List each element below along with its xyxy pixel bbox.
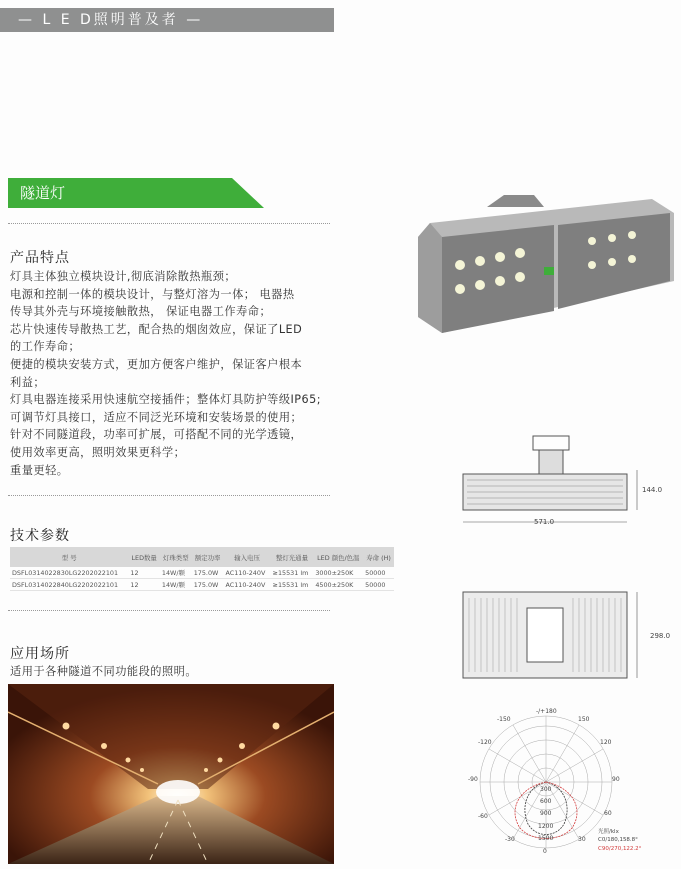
depth-dimension: 298.0: [650, 632, 671, 640]
feature-line: 便捷的模块安装方式，更加方便客户维护，保证客户根本: [10, 357, 303, 371]
section-title: 隧道灯: [20, 184, 66, 202]
cell: AC110-240V: [224, 567, 271, 579]
feature-line: 重量更轻。: [10, 463, 69, 477]
cell-model: DSFL0314022830LG2202022101: [10, 567, 128, 579]
polar-chart: [468, 706, 676, 866]
spec-table: [10, 547, 394, 591]
polar-angle-label: -30: [505, 836, 515, 843]
features-heading: 产品特点: [10, 250, 70, 266]
divider: [8, 610, 330, 611]
feature-line: 灯具主体独立模块设计,彻底消除散热瓶颈；: [10, 270, 237, 283]
height-dimension: 144.0: [642, 486, 663, 494]
cell: 12: [128, 579, 160, 591]
polar-angle-label: 0: [543, 848, 547, 855]
cell-model: DSFL0314022840LG2202022101: [10, 579, 128, 591]
feature-line: 的工作寿命；: [10, 340, 81, 354]
polar-legend-c0: C0/180,158.8°: [598, 837, 638, 843]
side-view-drawing: [455, 430, 665, 530]
cell: 50000: [363, 579, 394, 591]
polar-angle-label: -90: [468, 776, 478, 783]
table-row: [10, 579, 394, 591]
cell: 4500±250K: [313, 579, 363, 591]
width-dimension: 571.0: [534, 518, 555, 526]
polar-ring-label: 300: [540, 786, 552, 793]
cell: 50000: [363, 567, 394, 579]
polar-angle-label: 30: [578, 836, 586, 843]
feature-line: 使用效率更高，照明效果更科学；: [10, 445, 186, 459]
polar-angle-label: 120: [600, 739, 612, 746]
polar-ring-label: 1200: [538, 823, 554, 830]
application-text: 适用于各种隧道不同功能段的照明。: [10, 665, 198, 678]
polar-angle-label: -150: [497, 716, 511, 723]
top-view-drawing: [455, 588, 665, 684]
polar-top-label: -/+180: [536, 708, 557, 715]
col-header: 输入电压: [224, 547, 271, 567]
feature-line: 芯片快速传导散热工艺，配合热的烟囱效应，保证了LED: [10, 322, 303, 336]
polar-angle-label: 90: [612, 776, 620, 783]
cell: ≥15531 lm: [271, 567, 314, 579]
polar-angle-label: -60: [478, 813, 488, 820]
divider: [8, 223, 330, 224]
application-heading: 应用场所: [10, 646, 70, 662]
polar-angle-label: 150: [578, 716, 590, 723]
col-header: 灯珠类型: [160, 547, 192, 567]
polar-angle-label: -120: [478, 739, 492, 746]
polar-angle-label: 60: [604, 810, 612, 817]
specs-heading: 技术参数: [10, 528, 70, 544]
feature-line: 电源和控制一体的模块设计，与整灯溶为一体； 电器热: [10, 287, 295, 301]
polar-ring-label: 600: [540, 798, 552, 805]
polar-legend-c90: C90/270,122.2°: [598, 846, 642, 852]
spec-header-row: [10, 547, 394, 567]
feature-line: 传导其外壳与环境接触散热， 保证电器工作寿命；: [10, 305, 272, 319]
cell: 175.0W: [192, 567, 224, 579]
cell: 14W/颗: [160, 567, 192, 579]
col-header: 寿命 (H): [363, 547, 394, 567]
col-header: 额定功率: [192, 547, 224, 567]
feature-line: 可调节灯具接口，适应不同泛光环境和安装场景的使用；: [10, 410, 303, 424]
col-header: LED 颜色/色温: [313, 547, 363, 567]
features-list: [10, 268, 340, 479]
divider: [8, 495, 330, 496]
brand-slogan: — L E D照明普及者 —: [18, 12, 204, 28]
col-header: LED数量: [128, 547, 160, 567]
polar-ring-label: 1500: [538, 835, 554, 842]
col-header: 整灯光通量: [271, 547, 314, 567]
tunnel-photo: [8, 684, 334, 864]
cell: 14W/颗: [160, 579, 192, 591]
cell: 3000±250K: [313, 567, 363, 579]
cell: ≥15531 lm: [271, 579, 314, 591]
polar-ring-label: 900: [540, 810, 552, 817]
col-header: 型 号: [10, 547, 128, 567]
feature-line: 灯具电器连接采用快速航空接插件；整体灯具防护等级IP65;: [10, 393, 322, 407]
feature-line: 利益；: [10, 375, 46, 389]
table-row: [10, 567, 394, 579]
product-photo: [412, 185, 680, 345]
polar-legend-title: 光照/klx: [598, 829, 619, 835]
cell: 175.0W: [192, 579, 224, 591]
cell: 12: [128, 567, 160, 579]
feature-line: 针对不同隧道段，功率可扩展，可搭配不同的光学透镜，: [10, 428, 303, 442]
cell: AC110-240V: [224, 579, 271, 591]
brand-banner: [0, 8, 334, 32]
